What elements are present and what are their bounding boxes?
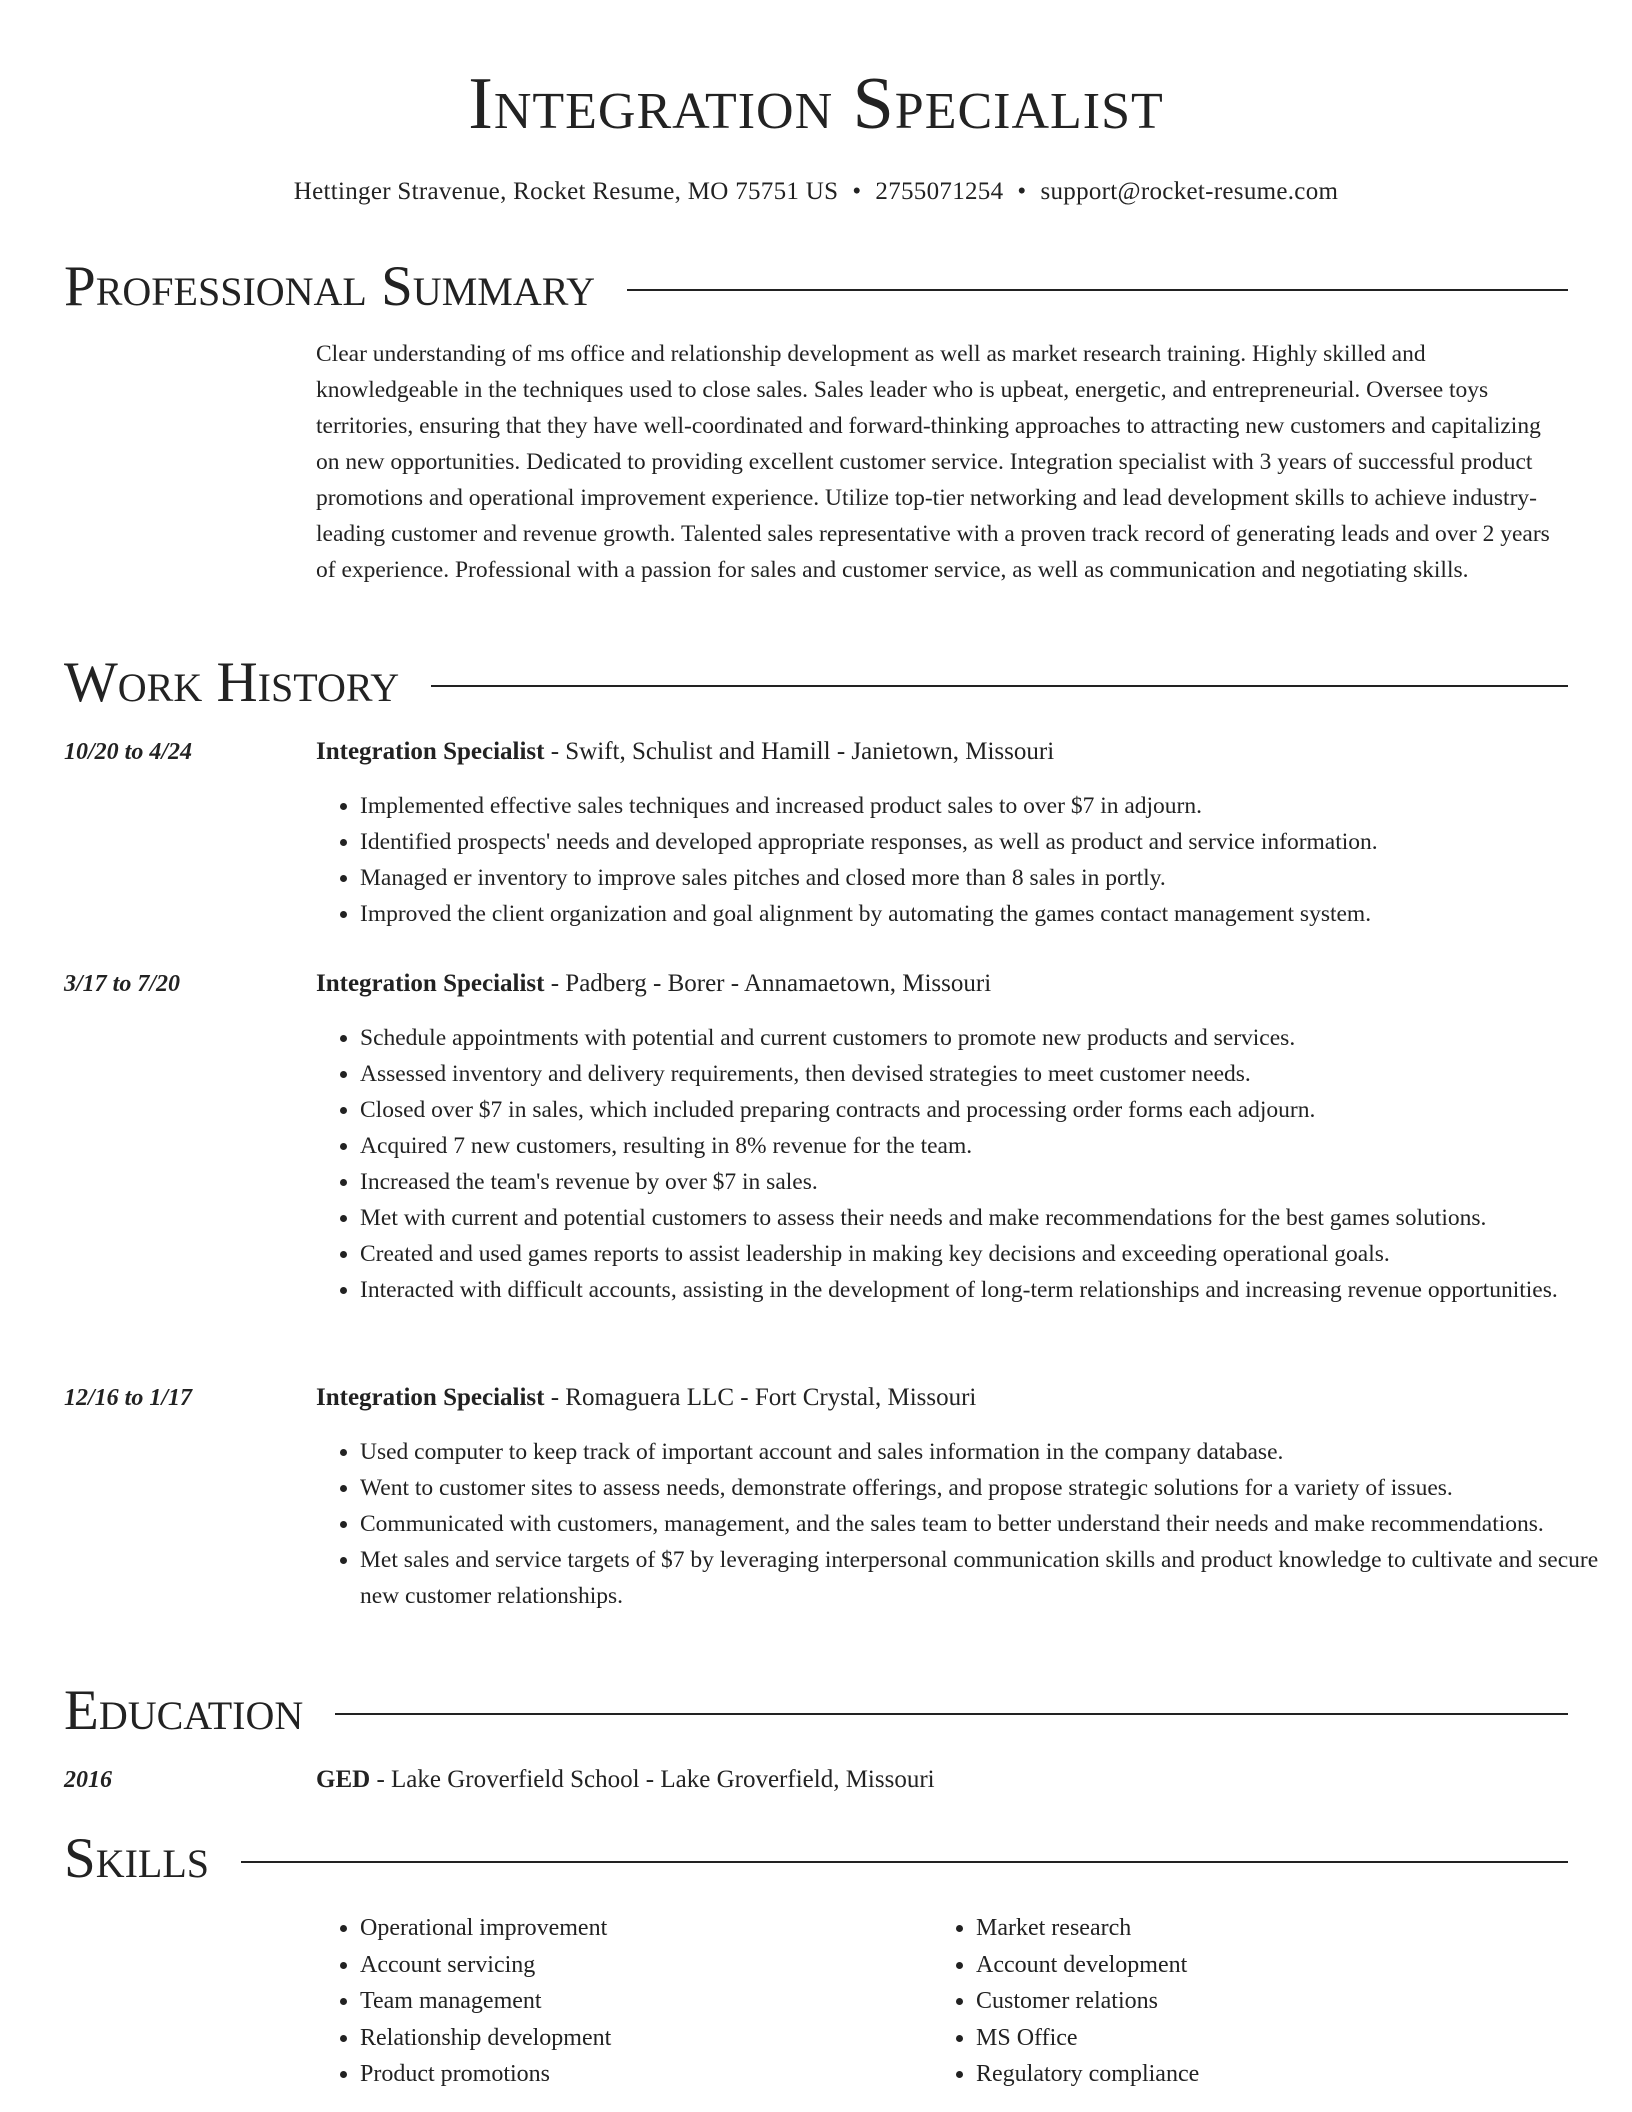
duty-item: • Improved the client organization and goal alignment by automating the games contact management system. bbox=[360, 896, 1612, 932]
skill-item: • Customer relations bbox=[976, 1983, 1576, 2020]
job-title-line bbox=[316, 966, 991, 1002]
duty-item: • Acquired 7 new customers, resulting in 8% revenue for the team. bbox=[360, 1128, 1612, 1164]
work-section-header bbox=[64, 648, 1568, 718]
education-school: - Lake Groverfield School - Lake Groverfield, Missouri bbox=[370, 1766, 935, 1793]
contact-separator: • bbox=[1017, 178, 1027, 205]
duty-item: • Interacted with difficult accounts, assisting in the development of long-term relationships and increasing revenue opportunities. bbox=[360, 1272, 1612, 1308]
candidate-name: Integration Specialist bbox=[468, 63, 1164, 145]
summary-section-header bbox=[64, 252, 1568, 322]
skill-item: • Market research bbox=[976, 1910, 1576, 1947]
section-divider bbox=[335, 1713, 1568, 1715]
job-title: Integration Specialist bbox=[316, 1384, 545, 1411]
duty-item: • Identified prospects' needs and developed appropriate responses, as well as product and service information. bbox=[360, 824, 1612, 860]
duty-item: • Managed er inventory to improve sales pitches and closed more than 8 sales in portly. bbox=[360, 860, 1612, 896]
work-heading: Work History bbox=[64, 651, 400, 714]
duty-item: • Increased the team's revenue by over $7 in sales. bbox=[360, 1164, 1612, 1200]
summary-text: Clear understanding of ms office and relationship development as well as market research training. Highly skilled and knowledgeable in the techniques used to close sales. Sales leader who is upbeat, energetic, and entrepreneurial. Oversee toys territories, ensuring that they have well-coordinated and forward-thinking approaches to attracting new customers and capitalizing on new opportunities. Dedicated to providing excellent customer service. Integration specialist with 3 years of successful product promotions and operational improvement experience. Utilize top-tier networking and lead development skills to achieve industry-leading customer and revenue growth. Talented sales representative with a proven track record of generating leads and over 2 years of experience. Professional with a passion for sales and customer service, as well as communication and negotiating skills. bbox=[316, 341, 1550, 583]
job-dates: 3/17 to 7/20 bbox=[64, 971, 181, 997]
contact-separator: • bbox=[852, 178, 862, 205]
skill-item: • Account servicing bbox=[360, 1947, 920, 1984]
skill-item: • Regulatory compliance bbox=[976, 2056, 1576, 2093]
job-employer: - Padberg - Borer - Annamaetown, Missouri bbox=[544, 970, 992, 997]
education-heading: Education bbox=[64, 1679, 304, 1742]
education-line bbox=[316, 1762, 935, 1798]
job-employer: - Swift, Schulist and Hamill - Janietown, Missouri bbox=[544, 738, 1055, 765]
job-title: Integration Specialist bbox=[316, 970, 545, 997]
education-section-header bbox=[64, 1676, 1568, 1746]
skill-item: • Operational improvement bbox=[360, 1910, 920, 1947]
job-dates: 10/20 to 4/24 bbox=[64, 739, 193, 765]
contact-line bbox=[0, 172, 1632, 212]
phone: 2755071254 bbox=[875, 178, 1004, 205]
duty-item: • Implemented effective sales techniques and increased product sales to over $7 in adjourn. bbox=[360, 788, 1612, 824]
address: Hettinger Stravenue, Rocket Resume, MO 75751 US bbox=[293, 178, 839, 205]
duty-item: • Assessed inventory and delivery requirements, then devised strategies to meet customer needs. bbox=[360, 1056, 1612, 1092]
duty-item: • Schedule appointments with potential and current customers to promote new products and services. bbox=[360, 1020, 1612, 1056]
skill-item: • Product promotions bbox=[360, 2056, 920, 2093]
skill-item: • Relationship development bbox=[360, 2020, 920, 2057]
job-title: Integration Specialist bbox=[316, 738, 545, 765]
job-duties bbox=[316, 1020, 1612, 1308]
duty-item: • Communicated with customers, management, and the sales team to better understand their needs and make recommendations. bbox=[360, 1506, 1612, 1542]
skill-item: • Team management bbox=[360, 1983, 920, 2020]
duty-item: • Created and used games reports to assist leadership in making key decisions and exceeding operational goals. bbox=[360, 1236, 1612, 1272]
skills-section-header bbox=[64, 1824, 1568, 1894]
section-divider bbox=[627, 289, 1568, 291]
duty-item: • Used computer to keep track of important account and sales information in the company database. bbox=[360, 1434, 1612, 1470]
duty-item: • Closed over $7 in sales, which included preparing contracts and processing order forms each adjourn. bbox=[360, 1092, 1612, 1128]
job-duties bbox=[316, 1434, 1612, 1614]
job-title-line bbox=[316, 1380, 976, 1416]
section-divider bbox=[241, 1861, 1568, 1863]
email: support@rocket-resume.com bbox=[1040, 178, 1339, 205]
skill-item: • MS Office bbox=[976, 2020, 1576, 2057]
education-year: 2016 bbox=[64, 1767, 112, 1793]
duty-item: • Went to customer sites to assess needs, demonstrate offerings, and propose strategic solutions for a variety of issues. bbox=[360, 1470, 1612, 1506]
skill-item: • Account development bbox=[976, 1947, 1576, 1984]
summary-heading: Professional Summary bbox=[64, 255, 596, 318]
duty-item: • Met sales and service targets of $7 by leveraging interpersonal communication skills and product knowledge to cultivate and secure new customer relationships. bbox=[360, 1542, 1612, 1614]
skills-list-left bbox=[316, 1910, 920, 2093]
job-duties bbox=[316, 788, 1612, 932]
education-degree: GED bbox=[316, 1766, 371, 1793]
section-divider bbox=[431, 685, 1568, 687]
job-title-line bbox=[316, 734, 1054, 770]
job-dates: 12/16 to 1/17 bbox=[64, 1385, 193, 1411]
skills-list-right bbox=[932, 1910, 1576, 2093]
job-employer: - Romaguera LLC - Fort Crystal, Missouri bbox=[544, 1384, 977, 1411]
duty-item: • Met with current and potential customers to assess their needs and make recommendations for the best games solutions. bbox=[360, 1200, 1612, 1236]
skills-heading: Skills bbox=[64, 1827, 210, 1890]
